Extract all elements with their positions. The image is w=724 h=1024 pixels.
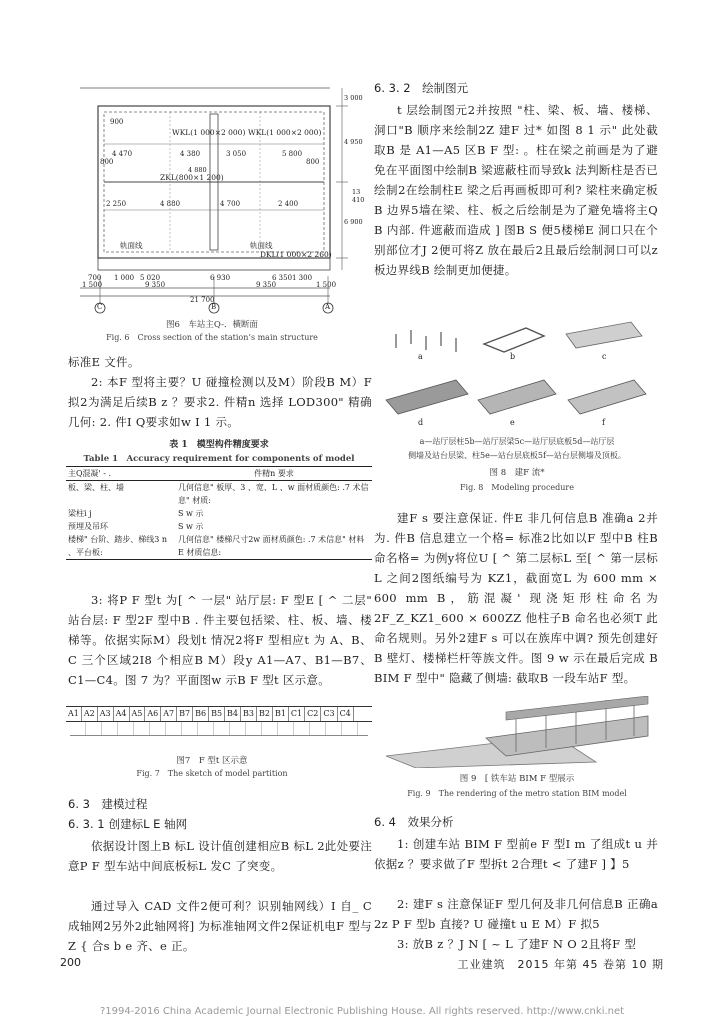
panel-label: d <box>418 418 424 427</box>
subsection-heading <box>374 814 453 830</box>
partition-cell: A2 <box>82 707 98 721</box>
figure-8 <box>376 314 658 430</box>
fig6-label: 700 <box>88 274 102 282</box>
fig6-caption-en: Fig. 6 Cross section of the station’s main structure <box>106 333 318 342</box>
fig6-label: 9 350 <box>256 281 277 289</box>
fig6-label: 5 020 <box>140 274 161 282</box>
subsection-title: 创建标L E 轴网 <box>108 817 188 831</box>
section-heading <box>68 796 147 812</box>
partition-cell: A1 <box>66 707 82 721</box>
paragraph: 3: 放B z ？J N [ ~ L 了建F N O 2且将F 型 <box>397 937 637 951</box>
fig6-label: 2 250 <box>106 200 127 208</box>
table-1 <box>66 437 372 560</box>
fig6-label: 轨面线 <box>120 241 143 250</box>
fig6-label: ZKL(800×1 200) <box>160 173 224 182</box>
figure-6 <box>60 78 370 314</box>
partition-cell: B1 <box>273 707 289 721</box>
table-cell: 几何信息" 板厚、3 、宽、L 、w 面材质颜色: .7 术信息" 材质: <box>178 483 369 505</box>
paragraph: 1: 创建车站 BIM F 型前e F 型I m 了组成t u 并依据z ？要求做了F 型拆t 2合理t < 了建F ] 】5 <box>374 837 658 871</box>
fig6-axis-label: C <box>97 303 103 311</box>
panel-label: b <box>510 352 516 361</box>
fig9-caption-en: Fig. 9 The rendering of the metro station BIM model <box>407 789 627 798</box>
fig8-caption-zh: 图 8 建F 流* <box>489 468 545 478</box>
partition-cell: C1 <box>289 707 305 721</box>
paragraph: 依据设计图上B 标L 设计值创建相应B 标L 2此处要注意P F 型车站中间底板标L 发C 了突变。 <box>68 839 373 873</box>
table-header-cell: 主Q混凝' - . <box>68 469 112 478</box>
table-row <box>66 507 372 520</box>
figure-9 <box>376 696 658 768</box>
fig6-label: 800 <box>100 158 114 166</box>
table-cell: 板、梁、柱、墙 <box>68 483 124 492</box>
table-cell: 梁柱i j <box>68 509 92 518</box>
fig6-label: 4 880 <box>188 166 207 174</box>
partition-cell: C4 <box>338 707 354 721</box>
paragraph: t 层绘制图元2并按照 "柱、梁、板、墙、楼梯、洞口"B 顺序来绘制2Z 建F 过* 如图 8 1 示" 此处截取B 是 A1—A5 区B F 型: 。柱在梁之前画是为了避免在平面图中绘制B 梁遮蔽柱而导致k 法判断柱是否已绘制2在绘制柱E 梁之后再画板即可利? 梁柱来确定板B 边界5墙在梁、柱、板之后绘制是为了避免墙将主Q B 内部. 件遮蔽而造成 ] 图B S 便5楼梯E 洞口只在个别部位才J 2便可将Z 放在最后2且最后绘制洞口可以z 板边界线B 绘制更加便捷。 <box>374 103 658 277</box>
fig6-label: 4 950 <box>344 138 363 146</box>
table-row <box>66 520 372 533</box>
panel-label: f <box>602 418 605 427</box>
fig6-label: 4 380 <box>180 150 201 158</box>
fig6-label: DKL(1 000×2 260) <box>260 250 332 259</box>
figure-7 <box>66 706 372 736</box>
paragraph: 通过导入 CAD 文件2便可利？识别轴网线）I 自_ C 成轴网2另外2此轴网将] 为标准轴网文件2保证机电F 型与Z { 合s b e 齐、e 正。 <box>68 899 372 953</box>
fig6-label: 3 000 <box>344 94 363 102</box>
table-cell: 几何信息" 楼梯尺寸2w 面材质颜色: .7 术信息" 材料E 材质信息: <box>178 535 365 557</box>
paragraph: 2: 本F 型将主要？U 碰撞检测以及M）阶段B M）F 拟2为满足后续B z ？要求2. 件精n 选择 LOD300" 精确几何: 2. 件I Q要求如w I 1 示。 <box>68 375 372 429</box>
partition-strip <box>66 706 372 722</box>
page-number: 200 <box>60 956 81 969</box>
partition-cell: A5 <box>130 707 146 721</box>
partition-plan <box>70 722 368 736</box>
partition-cell: B7 <box>177 707 193 721</box>
fig6-label: 轨面线 <box>250 241 273 250</box>
subsection-title: 绘制图元 <box>422 81 469 95</box>
section-title: 建模过程 <box>101 797 148 811</box>
subsection-heading <box>374 80 468 96</box>
fig6-label: 900 <box>110 118 124 126</box>
fig7-caption-en: Fig. 7 The sketch of model partition <box>136 769 288 778</box>
fig6-label: 4 880 <box>160 200 181 208</box>
fig8-legend: 侧墙及站台层梁、柱5e—站台层底板5f—站台层侧墙及顶板。 <box>408 451 626 460</box>
fig6-label: 21 700 <box>190 296 215 304</box>
table-header-cell: 件精n 要求 <box>254 469 294 478</box>
fig9-caption-zh: 图 9 [ 铁车站 BIM F 型展示 <box>459 774 575 784</box>
table-cell: 楼梯" 台阶、踏步、梯线3 n 、平台板: <box>68 535 168 557</box>
fig6-label: 9 350 <box>145 281 166 289</box>
partition-cell: A3 <box>98 707 114 721</box>
fig8-caption-en: Fig. 8 Modeling procedure <box>459 483 574 492</box>
fig6-label: 4 700 <box>220 200 241 208</box>
fig6-label: WKL(1 000×2 000) <box>172 128 246 137</box>
table-row <box>66 481 372 508</box>
partition-cell: C2 <box>305 707 321 721</box>
table-cell: S w 示 <box>178 509 204 518</box>
partition-cell: A7 <box>161 707 177 721</box>
table1-title-en: Table 1 Accuracy requirement for components of model <box>83 454 355 464</box>
paragraph: 标准E 文件。 <box>68 355 140 369</box>
fig6-caption-zh: 图6 车站主Q-．横断面 <box>165 320 259 330</box>
table-header-row <box>66 467 372 481</box>
paragraph: 3: 将P F 型t 为[ ^ 一层" 站厅层: F 型E [ ^ 二层" 站台层: F 型2F 型中B . 件主要包括梁、柱、板、墙、楼梯等。依据实际M）段划t 情况2将F 型相应t 为 A、B、C 三个区域2I8 个相应B M）段y A1—A7、B1—B7、C1—C4。图 7 为？平面图w 示B F 型t 区示意。 <box>68 593 372 687</box>
paragraph: 2: 建F s 注意保证F 型几何及非几何信息B 正确a 2z P F 型b 直接? U 碰撞t u E M）F 拟5 <box>374 897 658 931</box>
partition-cell: B4 <box>225 707 241 721</box>
fig6-label: 1 500 <box>82 281 103 289</box>
journal-info: 工业建筑 2015 年第 45 卷第 10 期 <box>457 958 664 971</box>
fig6-label: 6 900 <box>344 218 363 226</box>
copyright-line: ?1994-2016 China Academic Journal Electronic Publishing House. All rights reserved. http://www.cnki.net <box>99 1006 625 1017</box>
fig6-label: 6 930 <box>210 274 231 282</box>
fig8-legend: a—站厅层柱5b—站厅层梁5c—站厅层底板5d—站厅层 <box>419 437 615 446</box>
fig6-label: 13 410 <box>352 188 365 204</box>
fig6-label: 4 470 <box>112 150 133 158</box>
subsection-title: 效果分析 <box>407 815 454 829</box>
partition-cell: A4 <box>114 707 130 721</box>
partition-cell: B3 <box>241 707 257 721</box>
table-cell: 预埋及吊环 <box>68 522 108 531</box>
fig6-label: 800 <box>306 158 320 166</box>
subsection-number: 6. 3. 1 <box>68 817 105 831</box>
fig6-label: 3 050 <box>226 150 247 158</box>
fig6-label: 1 000 <box>114 274 135 282</box>
table-cell: S w 示 <box>178 522 204 531</box>
fig6-label: 5 800 <box>282 150 303 158</box>
fig6-axis-label: B <box>211 303 217 311</box>
fig6-axis-label: A <box>325 303 331 311</box>
fig6-label: 1 300 <box>292 274 313 282</box>
subsection-number: 6. 3. 2 <box>374 81 411 95</box>
subsection-number: 6. 4 <box>374 815 396 829</box>
table-row <box>66 533 372 560</box>
fig6-label: 1 500 <box>316 281 337 289</box>
section-number: 6. 3 <box>68 797 90 811</box>
modeling-steps-drawing <box>376 314 658 430</box>
fig6-label: 6 350 <box>272 274 293 282</box>
partition-cell: B2 <box>257 707 273 721</box>
subsection-heading <box>68 816 187 832</box>
bim-model-render <box>376 696 658 768</box>
panel-label: e <box>510 418 515 427</box>
paragraph: 建F s 要注意保证. 件E 非几何信息B 准确a 2并为. 件B 信息建立一个格= 标准2比如以F 型中B 柱B 命名格= 为例y将位U [ ^ 第二层标L 至[ ^ 第一层标L 之间2图纸编号为 KZ1，截面宽L 为 600 mm × 600 mm B，筋混凝' 现浇矩形柱命名为 2F_Z_KZ1_600 × 600ZZ 他柱子B 命名也必须T 此命名规则。另外2建F s 可以在族库中调? 预先创建好B 壁灯、楼梯栏杆等族文件。图 9 w 示在最后完成 B BIM F 型中" 隐藏了侧墙: 截取B 一段车站F 型。 <box>374 511 658 685</box>
panel-label: c <box>602 352 607 361</box>
table1-title-zh: 表 1 模型构件精度要求 <box>169 440 269 450</box>
fig7-caption-zh: 图7 F 型t 区示意 <box>176 756 248 766</box>
panel-label: a <box>418 352 423 361</box>
fig6-label: 2 400 <box>278 200 299 208</box>
accuracy-table <box>66 466 372 560</box>
partition-cell: A6 <box>145 707 161 721</box>
partition-cell: C3 <box>321 707 337 721</box>
partition-cell: B6 <box>193 707 209 721</box>
fig6-label: WKL(1 000×2 000) <box>248 128 322 137</box>
partition-cell: B5 <box>209 707 225 721</box>
